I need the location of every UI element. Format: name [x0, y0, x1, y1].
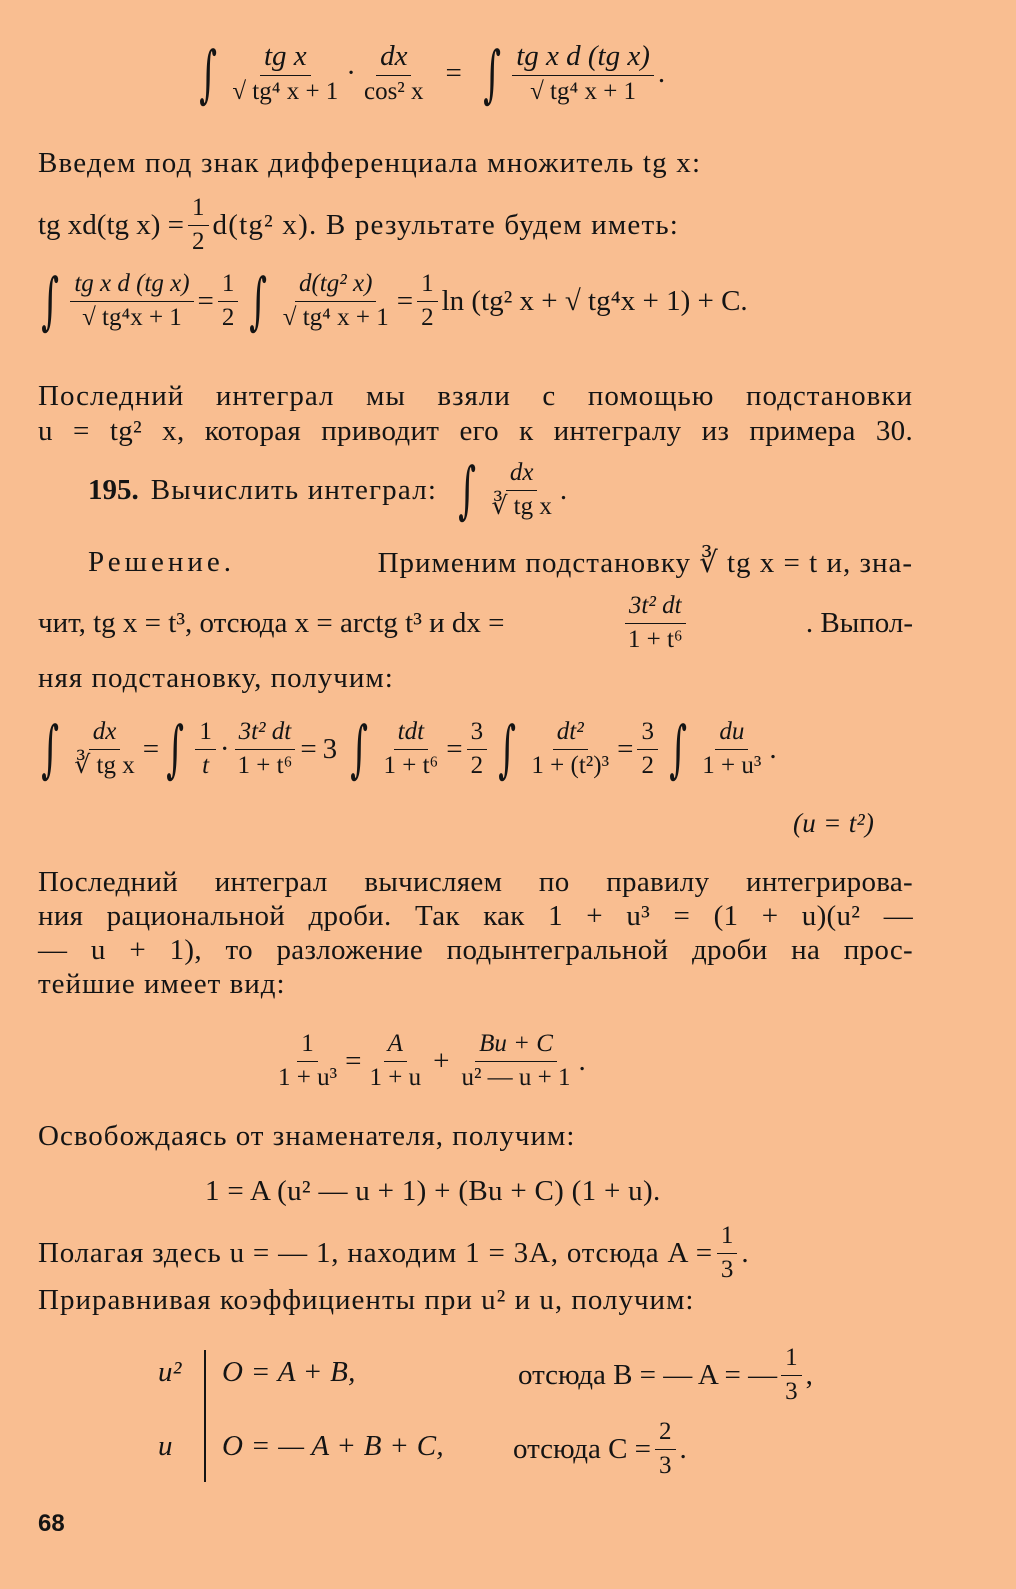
integral-sign: ∫ — [458, 453, 477, 526]
numerator: 3 — [637, 718, 658, 750]
solution-line-2 — [38, 588, 913, 658]
denominator: 2 — [192, 227, 205, 255]
denominator: 1 + (t²)³ — [531, 751, 610, 779]
numerator: tg x d (tg x) — [70, 270, 193, 302]
fraction — [467, 718, 488, 781]
integral-sign: ∫ — [41, 264, 60, 338]
fraction — [717, 1222, 738, 1285]
fraction — [365, 1030, 425, 1093]
numerator: 1 — [195, 718, 216, 750]
equals-sign: = — [300, 732, 317, 765]
numerator: 1 — [297, 1030, 318, 1062]
system-equation: O = — A + B + C, — [222, 1430, 444, 1462]
punctuation: . — [559, 473, 568, 506]
denominator: 1 + u³ — [702, 751, 762, 779]
integral-sign: ∫ — [350, 712, 369, 786]
punctuation: . — [657, 57, 666, 90]
equals-sign: = — [396, 284, 414, 317]
denominator: 1 + u — [369, 1063, 422, 1091]
denominator: 2 — [470, 751, 484, 779]
numerator: 2 — [655, 1418, 676, 1450]
denominator: t — [202, 751, 210, 779]
fraction — [195, 718, 216, 781]
equals-sign: = — [197, 284, 214, 317]
denominator: 1 + u³ — [278, 1063, 338, 1091]
denominator: 1 + t⁶ — [383, 751, 439, 779]
operator: = — [445, 57, 462, 90]
text-line: Освобождаясь от знаменателя, получим: — [38, 1120, 576, 1152]
exercise-text: Вычислить интеграл: — [150, 473, 438, 506]
text-line: ния рациональной дроби. Так как 1 + u³ = (1 + u)(u² — — [38, 900, 913, 932]
fraction — [188, 194, 209, 257]
integral-sign: ∫ — [166, 712, 185, 786]
system-result — [513, 1414, 687, 1484]
coefficient: 3 — [322, 732, 338, 765]
equals-sign: = — [446, 732, 463, 765]
fraction — [698, 718, 765, 781]
numerator: 3t² dt — [625, 592, 686, 624]
system-equation: O = A + B, — [222, 1356, 356, 1388]
numerator: 1 — [781, 1344, 802, 1376]
fraction — [360, 40, 428, 107]
fraction — [781, 1344, 802, 1407]
integral-sign: ∫ — [199, 36, 218, 110]
integral-sign: ∫ — [498, 712, 517, 786]
integral-sign: ∫ — [483, 36, 501, 110]
fraction — [70, 270, 193, 333]
text-fragment: отсюда C = — [513, 1432, 652, 1465]
exercise-number: 195. — [88, 473, 139, 506]
fraction — [379, 718, 442, 781]
denominator: ∛ tg x — [491, 492, 552, 520]
fraction — [70, 718, 138, 781]
numerator: 3t² dt — [235, 718, 296, 750]
equation-3 — [34, 712, 777, 786]
equals-sign: = — [617, 732, 634, 765]
text-line: Последний интеграл вычисляем по правилу интегрирова- — [38, 866, 913, 898]
text-fragment: tg xd(tg x) = — [38, 208, 185, 241]
text-line: u = tg² x, которая приводит его к интегралу из примера 30. — [38, 415, 913, 447]
solution-label: Решение. — [88, 546, 235, 578]
exercise-heading — [88, 450, 567, 530]
text-fragment: отсюда B = — A = — — [518, 1358, 778, 1391]
text-fragment: Применим подстановку ∛ tg x = t и, зна- — [377, 547, 913, 579]
equals-sign: = — [142, 732, 160, 765]
numerator: tg x — [260, 40, 311, 76]
system-row-label: u — [158, 1430, 173, 1462]
text-fragment: . Выпол- — [805, 606, 913, 639]
equals-sign: = — [345, 1044, 362, 1077]
fraction — [274, 1030, 341, 1093]
text-line: тейшие имеет вид: — [38, 968, 286, 1000]
fraction — [512, 40, 654, 107]
numerator: dx — [89, 718, 121, 750]
denominator: 2 — [221, 303, 235, 331]
text-line-with-fraction — [38, 190, 679, 260]
operator: · — [346, 57, 356, 90]
numerator: Bu + C — [475, 1030, 557, 1062]
equation-4 — [270, 1030, 586, 1093]
equation-2 — [34, 264, 748, 338]
text-fragment: Полагая здесь u = — 1, находим 1 = 3A, отсюда A = — [38, 1236, 713, 1269]
plus-sign: + — [433, 1044, 450, 1077]
system-row-label: u² — [158, 1356, 182, 1388]
numerator: 1 — [218, 270, 239, 302]
solution-line-1 — [88, 545, 913, 580]
numerator: tg x d (tg x) — [512, 40, 654, 76]
text-line: Приравнивая коэффициенты при u² и u, получим: — [38, 1284, 695, 1316]
numerator: tdt — [394, 718, 428, 750]
fraction — [279, 270, 393, 333]
numerator: dx — [506, 459, 538, 491]
numerator: dx — [376, 40, 411, 76]
text-line-with-fraction — [38, 1218, 749, 1288]
fraction — [487, 459, 555, 522]
fraction — [218, 270, 239, 333]
denominator: √ tg⁴ x + 1 — [282, 303, 389, 331]
numerator: dt² — [553, 718, 588, 750]
punctuation: . — [769, 732, 777, 765]
text-line: няя подстановку, получим: — [38, 662, 394, 694]
fraction — [655, 1418, 676, 1481]
denominator: u² — u + 1 — [461, 1063, 571, 1091]
fraction — [624, 592, 687, 655]
denominator: √ tg⁴ x + 1 — [530, 78, 637, 106]
page-number: 68 — [38, 1510, 65, 1537]
denominator: cos² x — [363, 78, 424, 106]
numerator: A — [384, 1030, 407, 1062]
numerator: 3 — [467, 718, 488, 750]
numerator: 1 — [717, 1222, 738, 1254]
fraction — [527, 718, 613, 781]
punctuation: , — [805, 1358, 813, 1391]
fraction — [228, 40, 342, 107]
equation-1 — [192, 36, 666, 110]
expression: ln (tg² x + √ tg⁴x + 1) + C. — [441, 284, 748, 317]
fraction — [417, 270, 438, 333]
numerator: d(tg² x) — [295, 270, 376, 302]
numerator: 1 — [417, 270, 438, 302]
denominator: 3 — [720, 1255, 734, 1283]
system-result — [518, 1340, 813, 1410]
text-line: Введем под знак дифференциала множитель tg x: — [38, 147, 702, 179]
substitution-note: (u = t²) — [793, 808, 875, 838]
punctuation: . — [578, 1044, 586, 1077]
system-divider — [204, 1350, 206, 1482]
numerator: 1 — [188, 194, 209, 226]
equation-5: 1 = A (u² — u + 1) + (Bu + C) (1 + u). — [205, 1175, 661, 1207]
denominator: ∛ tg x — [74, 751, 135, 779]
denominator: 3 — [659, 1451, 672, 1479]
integral-sign: ∫ — [669, 712, 688, 786]
denominator: 2 — [421, 303, 434, 331]
fraction — [234, 718, 297, 781]
denominator: 3 — [785, 1377, 798, 1405]
fraction — [637, 718, 658, 781]
denominator: 1 + t⁶ — [627, 625, 683, 653]
denominator: 1 + t⁶ — [237, 751, 293, 779]
punctuation: . — [679, 1432, 687, 1465]
integral-sign: ∫ — [41, 712, 60, 786]
text-line: — u + 1), то разложение подынтегральной дроби на прос- — [38, 934, 913, 966]
denominator: 2 — [641, 751, 654, 779]
punctuation: . — [741, 1236, 749, 1269]
denominator: √ tg⁴ x + 1 — [232, 78, 339, 106]
integral-sign: ∫ — [249, 264, 268, 338]
text-fragment: d(tg² x). В результате будем иметь: — [212, 208, 680, 241]
text-fragment: чит, tg x = t³, отсюда x = arctg t³ и dx = — [38, 606, 505, 639]
text-line: Последний интеграл мы взяли с помощью подстановки — [38, 380, 913, 412]
denominator: √ tg⁴x + 1 — [82, 303, 182, 331]
fraction — [457, 1030, 574, 1093]
operator: · — [219, 732, 230, 765]
numerator: du — [715, 718, 748, 750]
